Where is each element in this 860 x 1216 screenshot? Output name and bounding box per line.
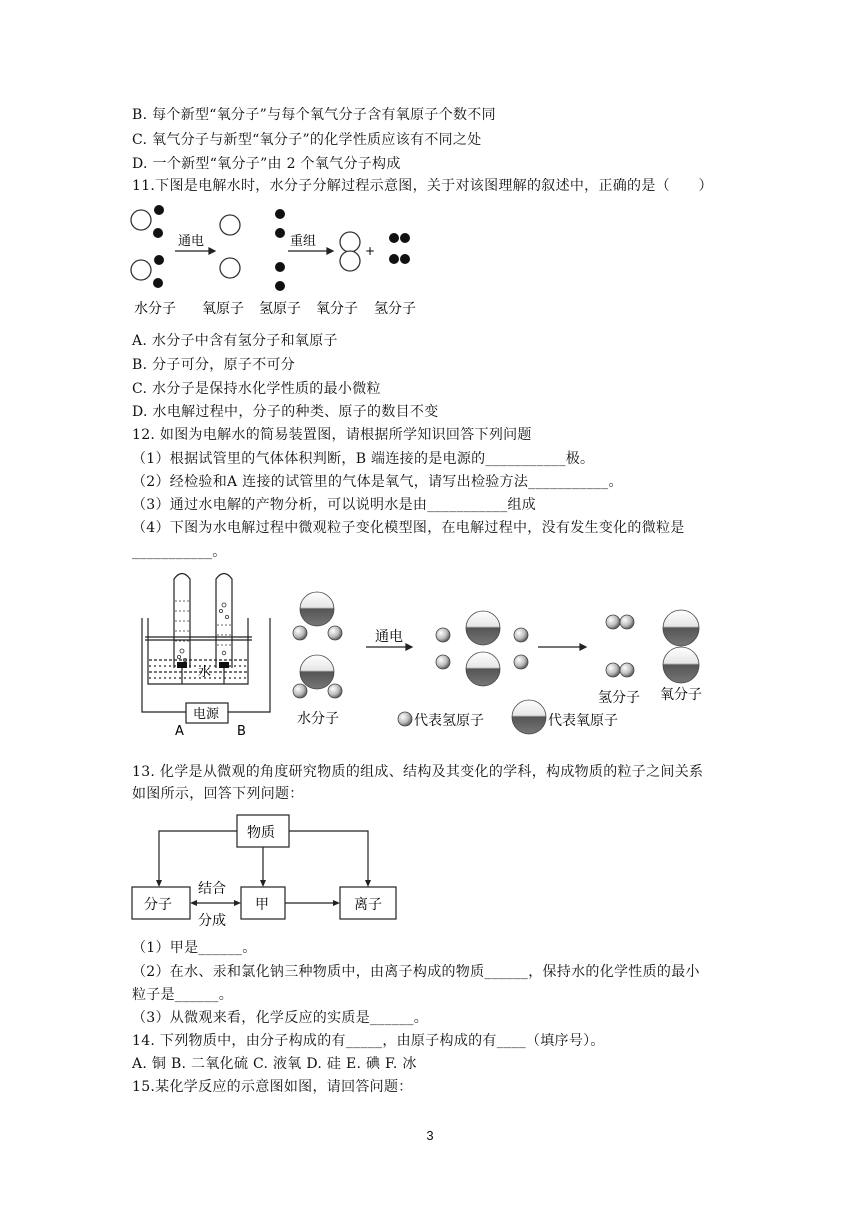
q12-fig-terminal-b: B	[237, 724, 246, 739]
q12-item-1: （1）根据试管里的气体体积判断，B 端连接的是电源的___________极。	[132, 451, 595, 467]
q13-fig-box-molecule: 分子	[144, 897, 172, 913]
q14-stem: 14. 下列物质中，由分子构成的有_____，由原子构成的有____（填序号）。	[132, 1033, 605, 1049]
q11-option-b: B. 分子可分，原子不可分	[132, 357, 296, 373]
q11-label-water: 水分子	[134, 301, 176, 317]
q11-label-hydrogen-molecule: 氢分子	[374, 301, 416, 317]
q11-stem: 11.下图是电解水时，水分子分解过程示意图，关于对该图理解的叙述中，正确的是（ ）	[132, 178, 713, 194]
q15-stem: 15.某化学反应的示意图如图，请回答问题：	[132, 1079, 413, 1095]
q13-stem-line-1: 13. 化学是从微观的角度研究物质的组成、结构及其变化的学科，构成物质的粒子之间关系	[132, 764, 704, 780]
q13-item-1: （1）甲是______。	[132, 940, 257, 956]
q13-figure	[128, 812, 408, 930]
q12-fig-legend-h: 代表氢原子	[414, 713, 484, 729]
q11-plus-sign: +	[365, 244, 376, 258]
page-number: 3	[426, 1128, 434, 1143]
q10-option-d: D. 一个新型“氧分子”由 2 个氧气分子构成	[132, 156, 401, 172]
q13-fig-box-jia: 甲	[255, 897, 269, 913]
q12-stem: 12. 如图为电解水的简易装置图，请根据所学知识回答下列问题	[132, 427, 532, 443]
q12-item-3: （3）通过水电解的产物分析，可以说明水是由___________组成	[132, 497, 537, 513]
q12-fig-legend-o: 代表氧原子	[548, 713, 618, 729]
q12-fig-hydrogen-molecule: 氢分子	[598, 690, 640, 706]
q12-fig-power-label: 电源	[193, 707, 220, 722]
q11-label-oxygen-atom: 氧原子	[202, 301, 244, 317]
q12-item-4-blank: ___________。	[132, 544, 227, 560]
q11-option-c: C. 水分子是保持水化学性质的最小微粒	[132, 381, 381, 397]
q11-arrow2-label: 重组	[290, 234, 317, 249]
q14-options: A. 铜 B. 二氧化硫 C. 液氧 D. 硅 E. 碘 F. 冰	[132, 1056, 417, 1072]
q11-figure	[125, 198, 435, 328]
q12-item-4: （4）下图为水电解过程中微观粒子变化模型图，在电解过程中，没有发生变化的微粒是	[132, 520, 685, 536]
q11-label-hydrogen-atom: 氢原子	[259, 301, 301, 317]
q13-item-2-cont: 粒子是______。	[132, 987, 233, 1003]
q13-fig-box-substance: 物质	[247, 825, 275, 841]
q12-fig-water: 水	[198, 665, 212, 680]
q11-arrow1-label: 通电	[178, 234, 205, 249]
q12-fig-water-molecule: 水分子	[297, 711, 339, 727]
q12-fig-oxygen-molecule: 氧分子	[660, 687, 702, 703]
q11-label-oxygen-molecule: 氧分子	[316, 301, 358, 317]
q12-fig-terminal-a: A	[175, 724, 184, 739]
q13-stem-line-2: 如图所示，回答下列问题：	[132, 786, 304, 802]
q13-item-3: （3）从微观来看，化学反应的实质是______。	[132, 1010, 429, 1026]
q13-fig-box-ion: 离子	[354, 897, 382, 913]
q12-item-2: （2）经检验和A 连接的试管里的气体是氧气，请写出检验方法___________。	[132, 474, 623, 490]
q13-fig-split-label: 分成	[198, 913, 226, 929]
q11-option-a: A. 水分子中含有氢分子和氧原子	[132, 333, 338, 349]
q13-fig-combine-label: 结合	[198, 881, 226, 897]
q12-figure	[130, 565, 730, 745]
q11-option-d: D. 水电解过程中，分子的种类、原子的数目不变	[132, 404, 439, 420]
q13-item-2: （2）在水、汞和氯化钠三种物质中，由离子构成的物质______，保持水的化学性质的最小	[132, 964, 700, 980]
q12-fig-arrow-label: 通电	[375, 629, 403, 645]
q10-option-b: B. 每个新型“氧分子”与每个氧气分子含有氧原子个数不同	[132, 107, 496, 123]
q10-option-c: C. 氧气分子与新型“氧分子”的化学性质应该有不同之处	[132, 132, 482, 148]
